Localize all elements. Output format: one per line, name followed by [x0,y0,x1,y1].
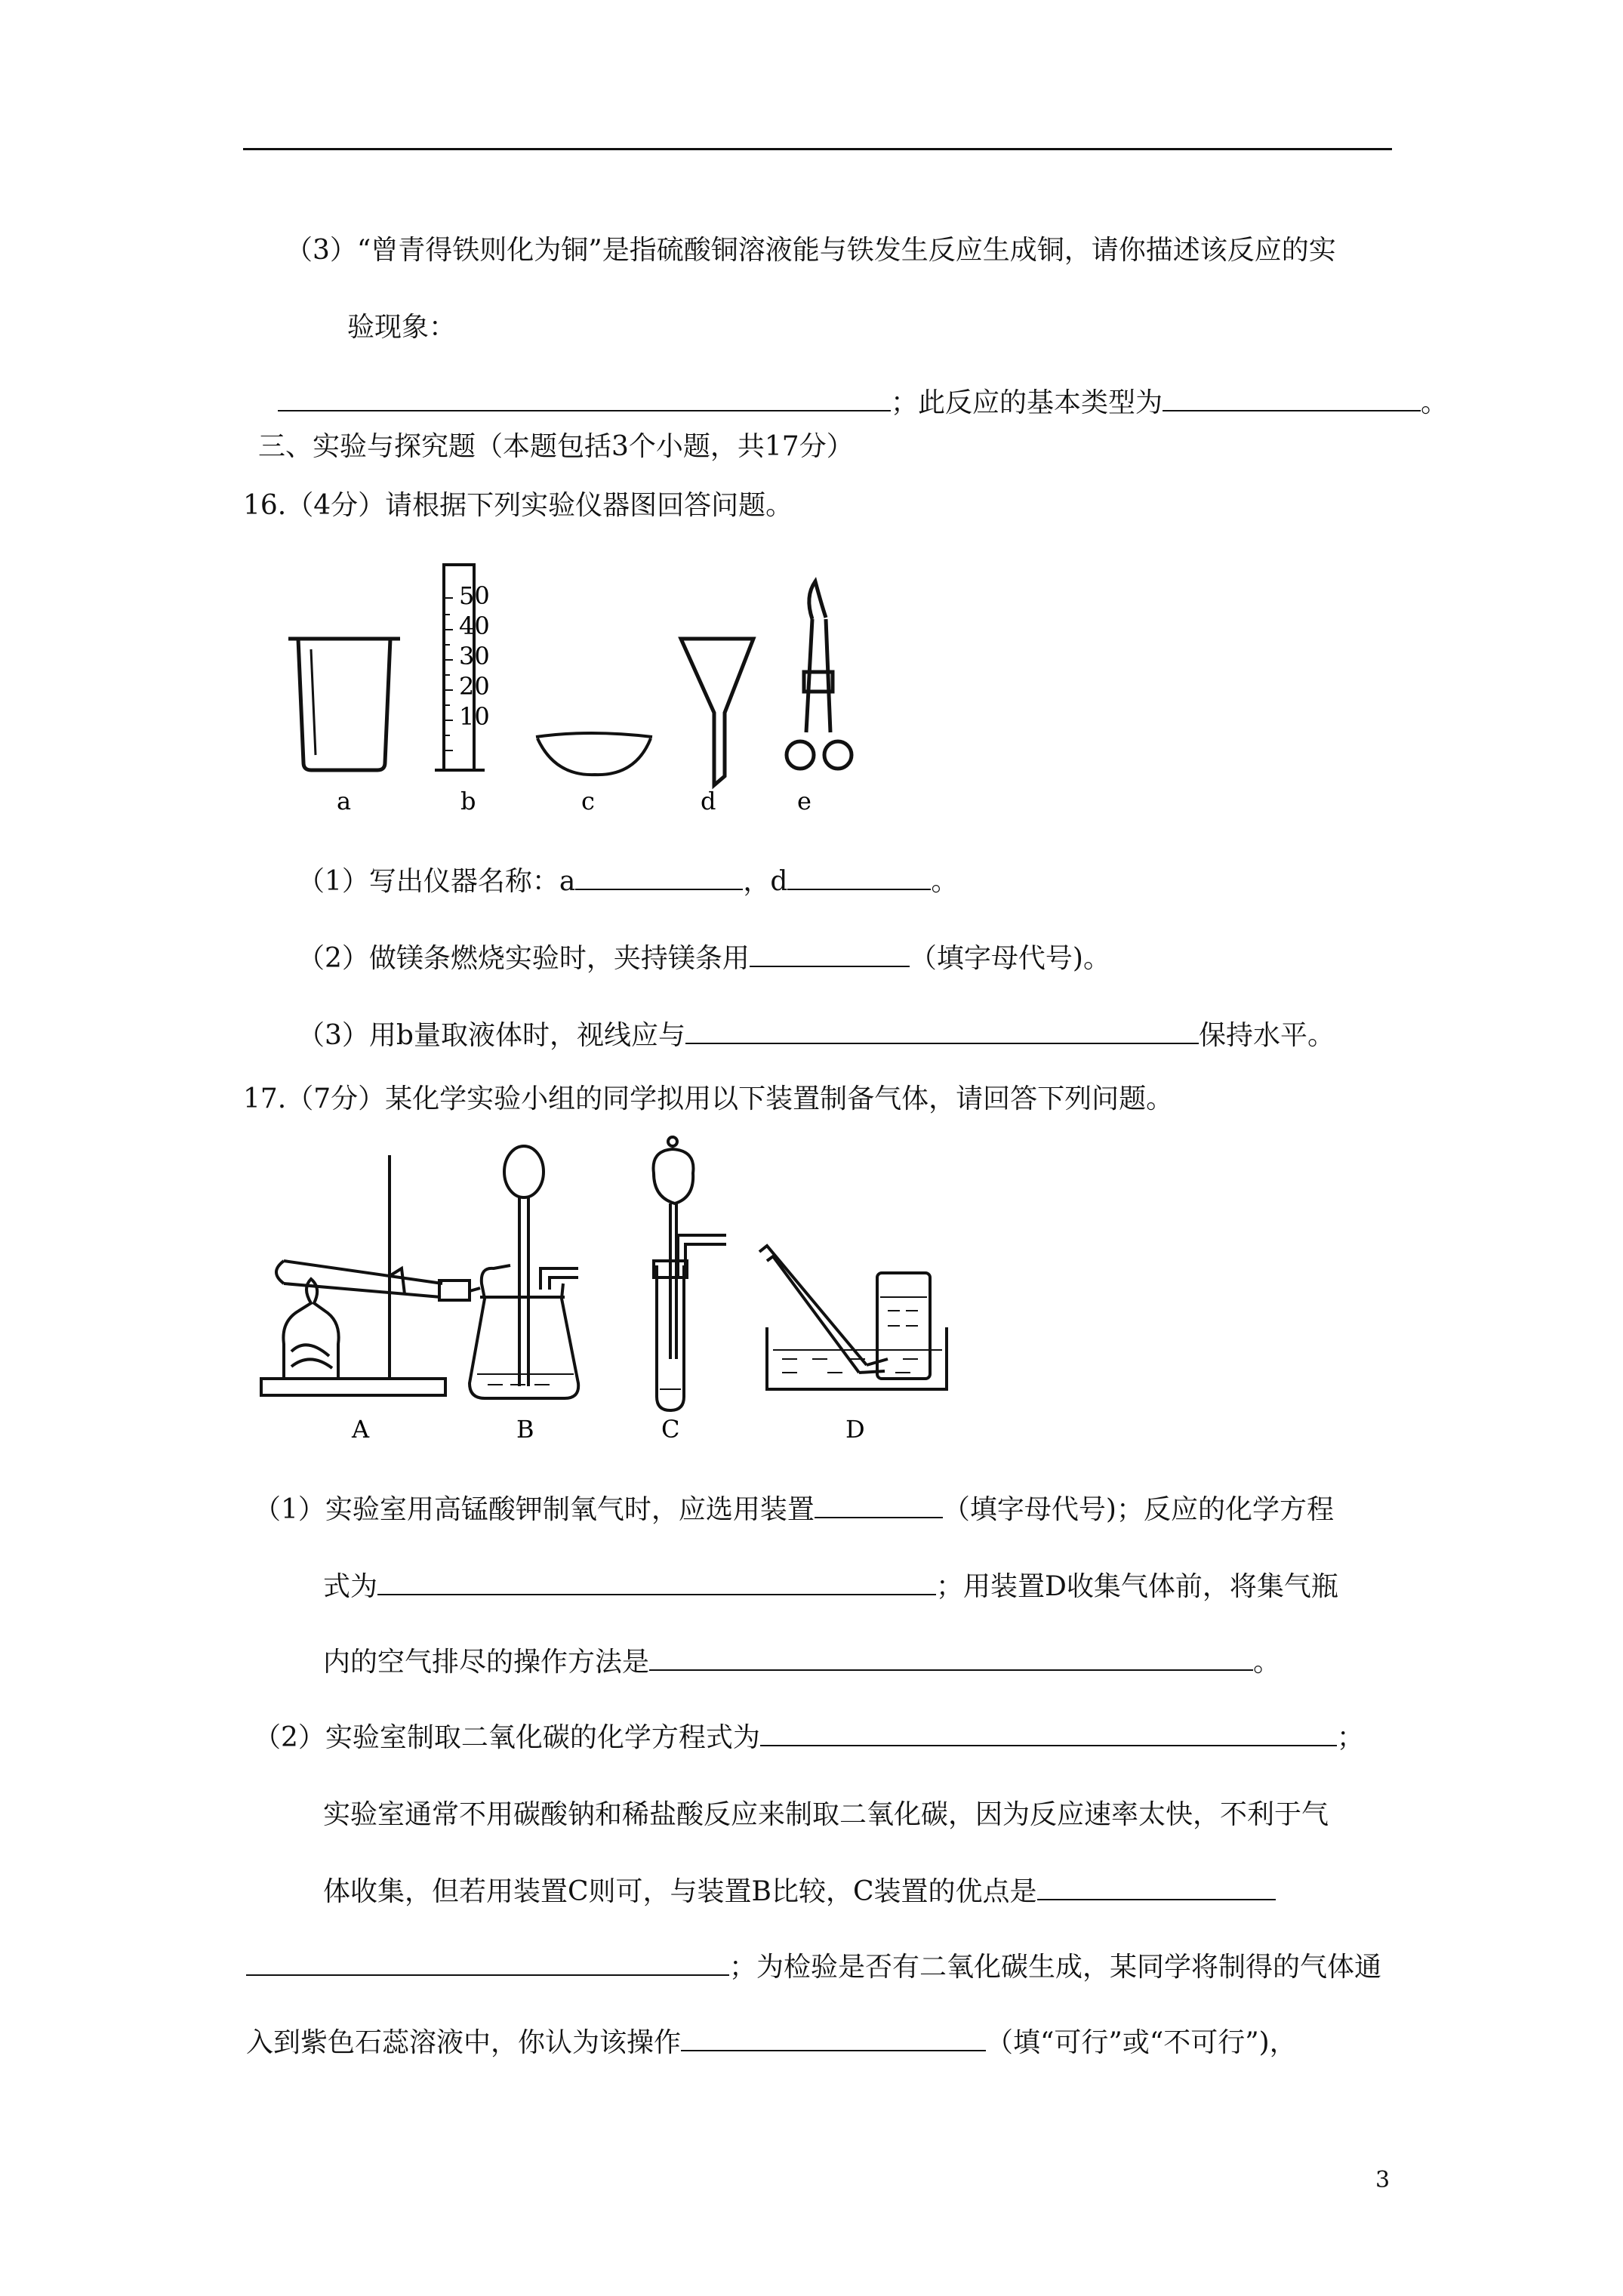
q15-3-line2: 验现象： [347,312,457,343]
answer-blank[interactable] [575,866,743,890]
answer-blank[interactable] [815,1494,943,1518]
beaker-icon [288,639,400,770]
q17-apparatus-figure [254,1133,963,1450]
apparatus-d-icon [759,1246,947,1389]
q17-1-line3: 内的空气排尽的操作方法是 。 [323,1647,1281,1678]
answer-blank[interactable] [750,943,910,967]
apparatus-label-d: D [845,1415,865,1444]
apparatus-label-b: B [516,1415,534,1444]
q17-2-line1: （2）实验室制取二氧化碳的化学方程式为 ； [254,1722,1364,1753]
q15-3-line1: （3）“曾青得铁则化为铜”是指硫酸铜溶液能与铁发生反应生成铜，请你描述该反应的实 [285,235,1336,266]
answer-blank[interactable] [685,1020,1199,1044]
answer-blank[interactable] [649,1647,1253,1671]
q17-1-line1: （1）实验室用高锰酸钾制氧气时，应选用装置 （填字母代号)；反应的化学方程 [254,1494,1334,1525]
q17-2-line3: 体收集，但若用装置C则可，与装置B比较，C装置的优点是 [323,1875,1276,1909]
answer-blank[interactable] [246,1952,729,1976]
page-number: 3 [1375,2167,1390,2193]
q17-2-line2: 实验室通常不用碳酸钠和稀盐酸反应来制取二氧化碳，因为反应速率太快，不利于气 [323,1799,1329,1830]
q16-2: （2）做镁条燃烧实验时，夹持镁条用 （填字母代号)。 [297,943,1110,974]
answer-blank[interactable] [681,2027,986,2051]
q16-stem: 16.（4分）请根据下列实验仪器图回答问题。 [243,490,793,521]
instrument-label-e: e [797,787,812,815]
q16-1: （1）写出仪器名称：a ，d 。 [297,866,959,897]
instrument-label-c: c [581,787,595,815]
instrument-label-b: b [460,787,476,815]
q15-3-line3: ；此反应的基本类型为 。 [278,387,1448,420]
answer-blank[interactable] [377,1571,936,1595]
answer-blank[interactable] [278,387,891,411]
funnel-icon [681,639,753,785]
crucible-tongs-icon [787,581,852,769]
apparatus-b-icon [470,1146,578,1398]
apparatus-a-icon [261,1155,480,1395]
answer-blank[interactable] [1163,387,1421,411]
apparatus-c-icon [654,1137,726,1410]
q17-2-line5: 入到紫色石蕊溶液中，你认为该操作 （填“可行”或“不可行”)， [246,2027,1297,2058]
q16-3: （3）用b量取液体时，视线应与 保持水平。 [297,1020,1335,1051]
cylinder-mark: 40 [459,612,490,640]
cylinder-mark: 10 [459,702,490,731]
q17-stem: 17.（7分）某化学实验小组的同学拟用以下装置制备气体，请回答下列问题。 [243,1083,1174,1114]
q17-2-line4: ；为检验是否有二氧化碳生成，某同学将制得的气体通 [246,1951,1381,1984]
cylinder-mark: 20 [459,672,490,701]
instrument-label-d: d [701,787,716,815]
cylinder-mark: 30 [459,642,490,670]
cylinder-mark: 50 [459,581,490,610]
section-heading: 三、实验与探究题（本题包括3个小题，共17分） [258,431,854,462]
answer-blank[interactable] [760,1722,1337,1746]
apparatus-label-c: C [661,1415,680,1444]
q17-1-line2: 式为 ；用装置D收集气体前，将集气瓶 [323,1571,1338,1602]
evaporating-dish-icon [536,733,652,775]
q16-instruments-figure [272,551,876,823]
apparatus-label-a: A [352,1415,370,1444]
header-rule [243,148,1392,150]
answer-blank[interactable] [1037,1876,1276,1900]
answer-blank[interactable] [787,866,931,890]
instrument-label-a: a [337,787,352,815]
